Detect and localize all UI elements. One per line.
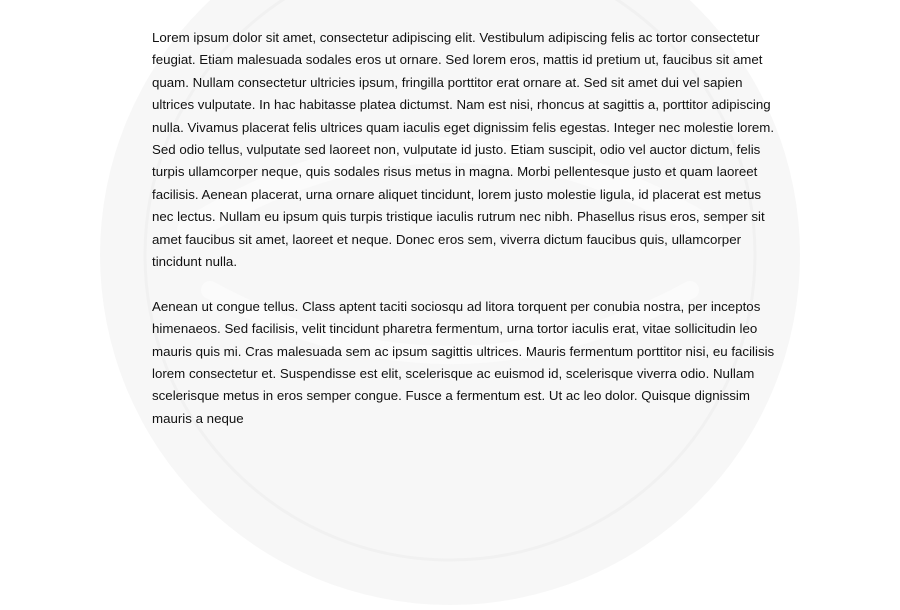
paragraph-2: Aenean ut congue tellus. Class aptent taciti sociosqu ad litora torquent per conubia nostra, per inceptos himenaeos. Sed facilisis, velit tincidunt pharetra fermentum, urna tortor iaculis erat, vitae sollicitudin leo mauris quis mi. Cras malesuada sem ac ipsum sagittis ultrices. Mauris fermentum porttitor nisi, eu facilisis lorem consectetur et. Suspendisse est elit, scelerisque ac euismod id, scelerisque viverra odio. Nullam scelerisque metus in eros semper congue. Fusce a fermentum est. Ut ac leo dolor. Quisque dignissim mauris a neque xyxy=(152,298,775,426)
paragraph-1: Lorem ipsum dolor sit amet, consectetur adipiscing elit. Vestibulum adipiscing felis ac tortor consectetur feugiat. Etiam malesuada sodales eros ut ornare. Sed lorem eros, mattis id pretium ut, faucibus sit amet quam. Nullam consectetur ultricies ipsum, fringilla porttitor erat ornare at. Sed sit amet dui vel sapien ultrices vulputate. In hac habitasse platea dictumst. Nam est nisi, rhoncus at sagittis a, porttitor adipiscing nulla. Vivamus placerat felis ultrices quam iaculis eget dignissim felis egestas. Integer nec molestie lorem. Sed odio tellus, vulputate sed laoreet non, vulputate id justo. Etiam suscipit, odio vel auctor dictum, felis turpis ullamcorper neque, quis sodales risus metus in magna. Morbi pellentesque justo et quam laoreet facilisis. Aenean placerat, urna ornare aliquet tincidunt, lorem justo molestie ligula, id placerat est metus nec lectus. Nullam eu ipsum quis turpis tristique iaculis rutrum nec nibh. Phasellus risus eros, semper sit amet faucibus sit amet, laoreet et neque. Donec eros sem, viverra dictum faucibus quis, ullamcorper tincidunt nulla. xyxy=(152,30,775,270)
